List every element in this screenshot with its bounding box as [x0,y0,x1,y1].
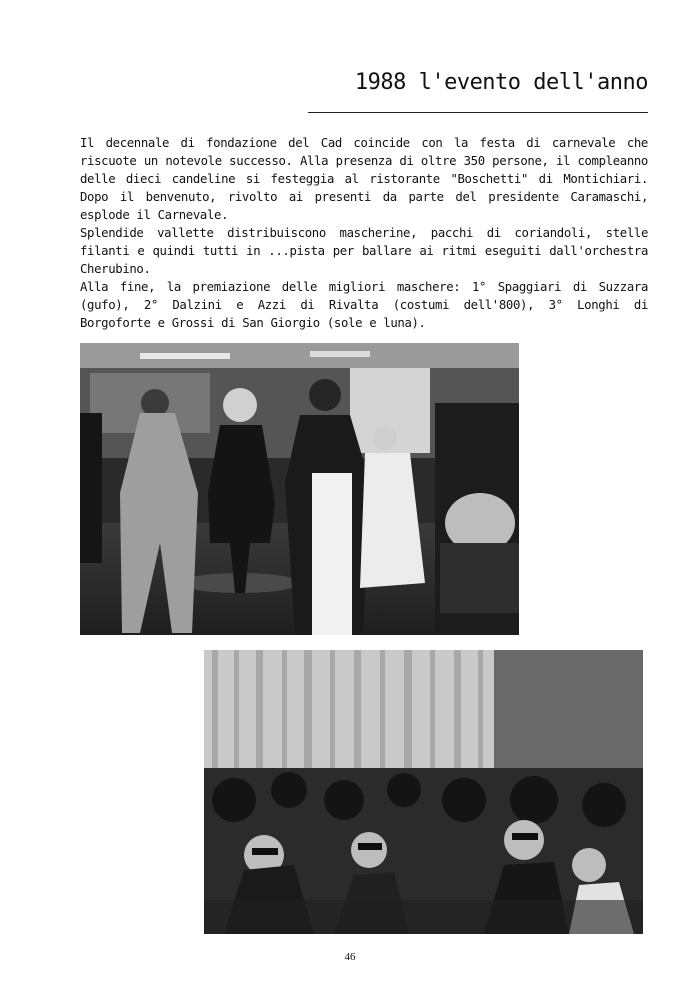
text-line: Cherubino. [80,262,151,276]
page-number: 46 [344,951,356,963]
text-line: (gufo), 2° Dalzini e Azzi di Rivalta (costumi dell'800), 3° Longhi di [80,298,648,312]
photo-masked-crowd [204,650,643,934]
text-line: Dopo il benvenuto, rivolto ai presenti da parte del presidente Caramaschi, [80,190,648,204]
text-line: Il decennale di fondazione del Cad coincide con la festa di carnevale che [80,136,648,150]
text-line: riscuote un notevole successo. Alla presenza di oltre 350 persone, il compleanno [80,154,648,168]
text-line: filanti e quindi tutti in ...pista per ballare ai ritmi eseguiti dall'orchestra [80,244,648,258]
text-line: esplode il Carnevale. [80,208,229,222]
text-line: Alla fine, la premiazione delle migliori maschere: 1° Spaggiari di Suzzara [80,280,648,294]
article-text [80,134,648,332]
text-line: delle dieci candeline si festeggia al ristorante "Boschetti" di Montichiari. [80,172,648,186]
title-underline [308,112,648,113]
photo-dancing-couples [80,343,519,635]
text-line: Borgoforte e Grossi di San Giorgio (sole e luna). [80,316,426,330]
text-line: Splendide vallette distribuiscono mascherine, pacchi di coriandoli, stelle [80,226,648,240]
page-title: 1988 l'evento dell'anno [354,70,648,95]
